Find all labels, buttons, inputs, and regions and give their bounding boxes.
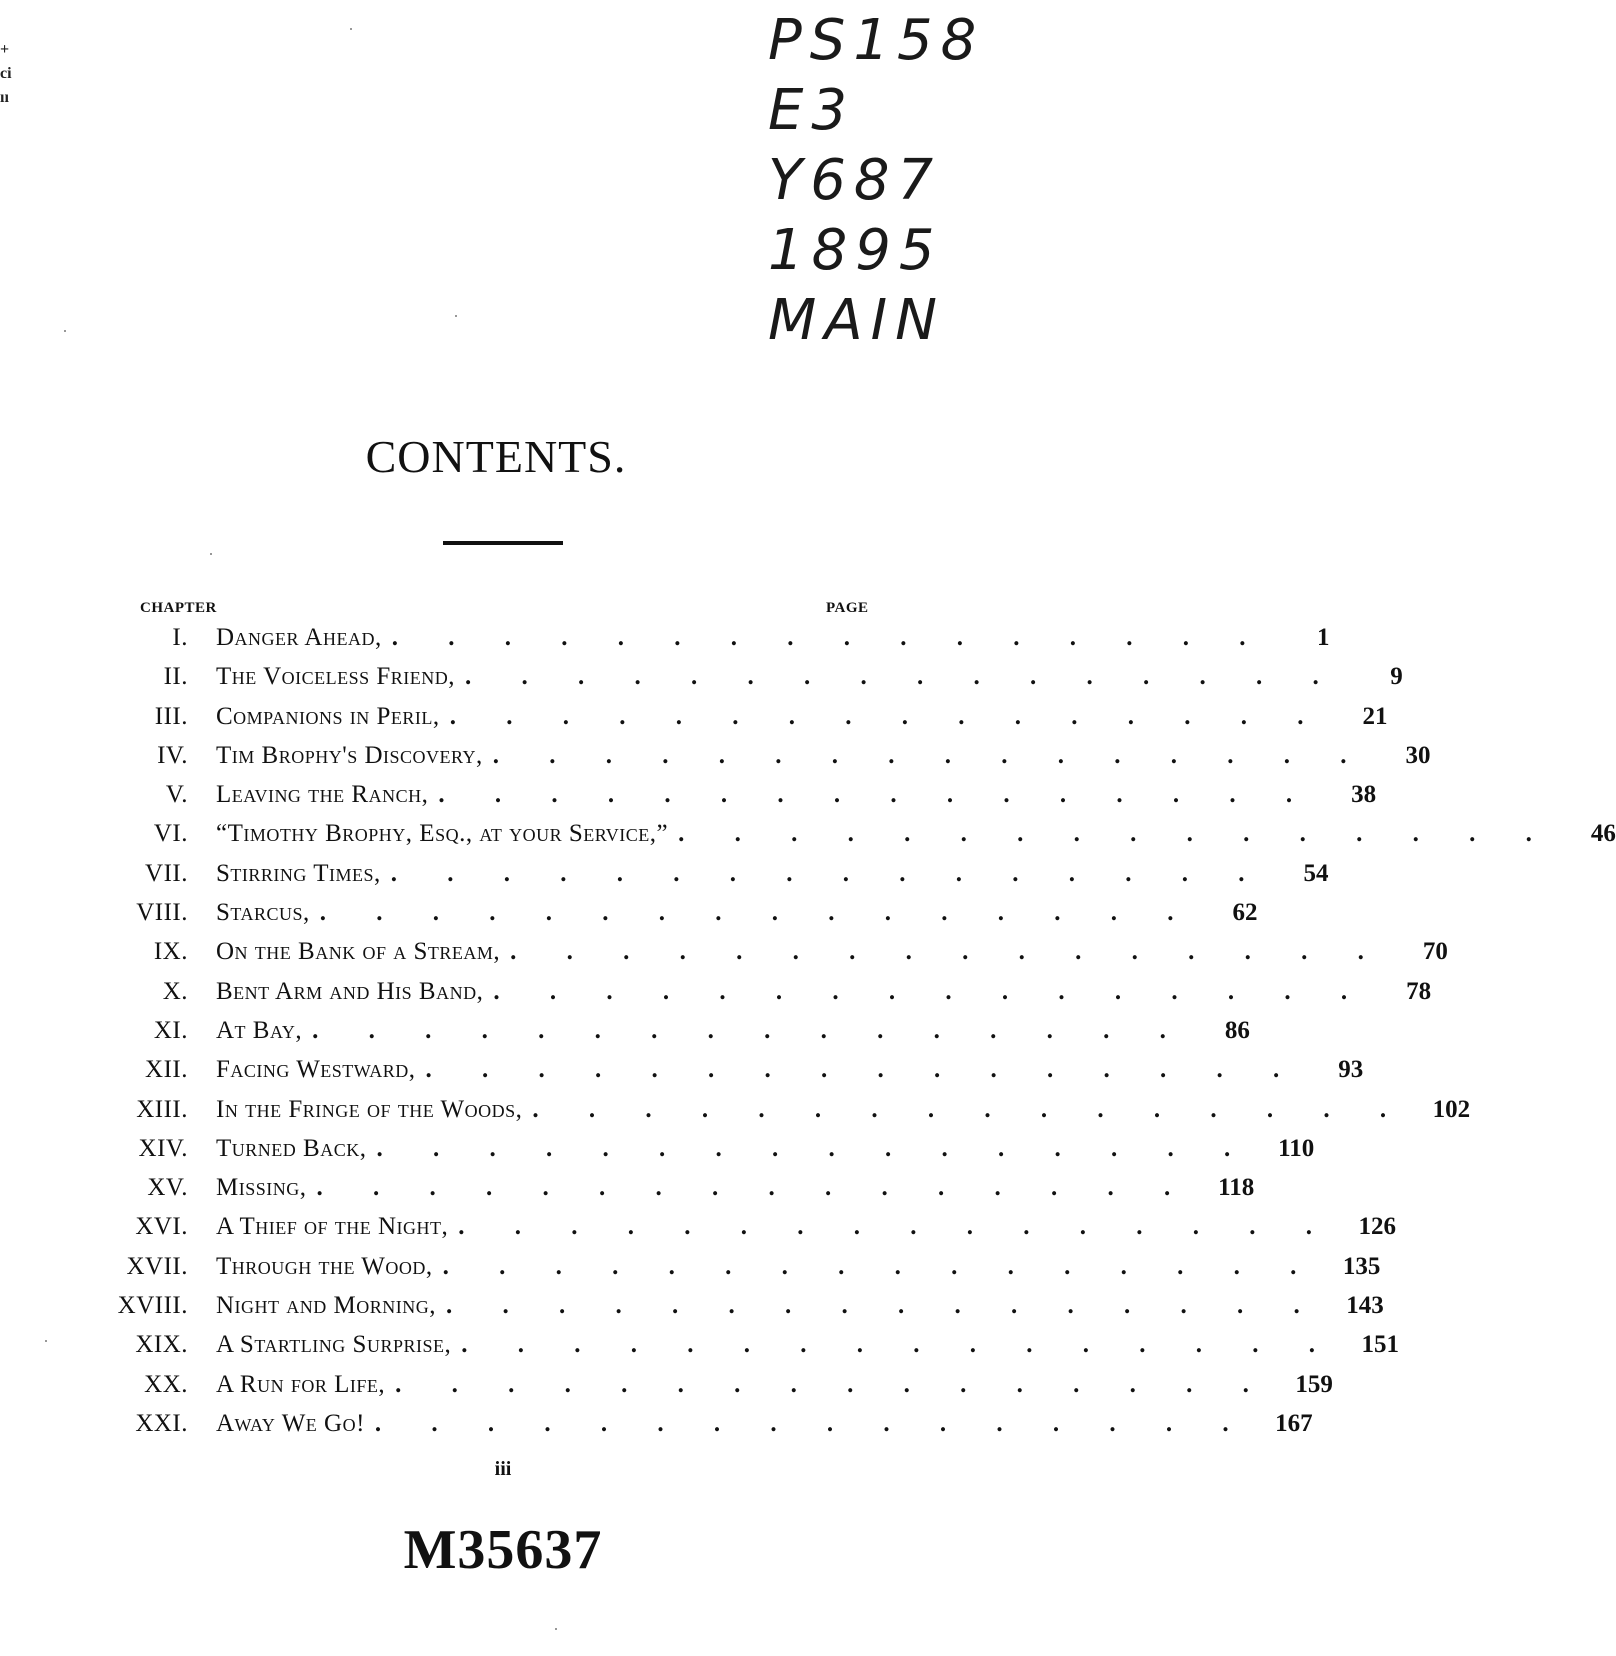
chapter-number: XI. [153,1016,188,1044]
toc-row [110,1331,1399,1370]
toc-row [110,1056,1364,1095]
chapter-page-number: 93 [1338,1056,1364,1084]
dot-leader: . . . . . . . . . . . . . . . . [461,1331,1337,1359]
chapter-number: VII. [145,859,188,887]
page-folio: iii [494,1458,512,1480]
toc-row [110,1409,1313,1449]
chapter-title: In the Fringe of the Woods, [216,1095,523,1123]
chapter-page-number: 46 [1590,820,1616,848]
chapter-title: “Timothy Brophy, Esq., at your Service,” [216,820,669,848]
chapter-number: XX. [144,1370,188,1398]
chapter-page-number: 9 [1390,663,1403,691]
toc-row [110,938,1448,977]
chapter-number: XIX. [135,1331,188,1359]
chapter-number: VI. [153,820,188,848]
chapter-number: I. [172,624,188,651]
toc-row [110,859,1329,899]
chapter-number: VIII. [136,899,188,927]
chapter-title: Tim Brophy's Discovery, [216,741,483,769]
chapter-title: The Voiceless Friend, [216,663,456,691]
toc-row [110,1016,1250,1056]
margin-marks [0,38,12,110]
chapter-page-number: 70 [1422,938,1448,966]
dot-leader: . . . . . . . . . . . . . . . . [493,977,1370,1005]
chapter-number: IX. [153,938,188,966]
chapter-number: XVII. [126,1252,188,1280]
chapter-number: IV. [157,741,188,769]
dot-leader: . . . . . . . . . . . . . . . . [391,624,1268,651]
toc-row [110,1370,1333,1410]
dot-leader: . . . . . . . . . . . . . . . . [492,741,1369,769]
toc-row [110,899,1258,938]
chapter-title: Through the Wood, [216,1252,433,1280]
handwritten-call-number [768,6,983,356]
chapter-title: Leaving the Ranch, [216,781,429,809]
toc-row [110,1213,1397,1252]
chapter-page-number: 143 [1346,1292,1384,1320]
chapter-page-number: 62 [1232,899,1258,927]
chapter-page-number: 78 [1406,977,1432,1005]
chapter-page-number: 167 [1275,1409,1313,1437]
table-of-contents [110,624,1616,1449]
chapter-number: XV. [147,1174,188,1202]
chapter-page-number: 102 [1432,1095,1471,1123]
chapter-number: X. [162,977,188,1005]
page-title: CONTENTS. [365,431,627,482]
chapter-number: XIII. [136,1095,188,1123]
title-rule [443,541,563,545]
dot-leader: . . . . . . . . . . . . . . . . [446,1292,1322,1320]
chapter-page-number: 30 [1405,741,1431,769]
dot-leader: . . . . . . . . . . . . . . . . [395,1370,1271,1398]
chapter-title: On the Bank of a Stream, [216,938,501,966]
toc-row [110,624,1330,663]
chapter-number: II. [163,663,188,691]
chapter-page-number: 118 [1218,1174,1255,1202]
chapter-page-number: 21 [1362,702,1388,730]
chapter-number: III. [154,702,188,730]
dot-leader: . . . . . . . . . . . . . . . . [390,859,1267,887]
paper-speck [455,315,457,317]
toc-row [110,1292,1384,1331]
page-column-header: PAGE [826,600,869,616]
paper-speck [45,1340,47,1342]
margin-mark: ıı [0,89,9,106]
toc-row [110,663,1403,702]
dot-leader: . . . . . . . . . . . . . . . . [376,1134,1253,1162]
toc-row [110,702,1388,742]
toc-row [110,1095,1471,1135]
paper-speck [350,28,352,30]
toc-row [110,1174,1255,1213]
chapter-number: V. [165,781,188,809]
chapter-number: XVI. [135,1213,188,1241]
dot-leader: . . . . . . . . . . . . . . . . [449,702,1326,730]
chapter-title: A Startling Surprise, [216,1331,452,1359]
chapter-page-number: 159 [1295,1370,1333,1398]
chapter-title: Missing, [216,1174,307,1202]
chapter-page-number: 126 [1358,1213,1397,1241]
dot-leader: . . . . . . . . . . . . . . . . [678,820,1554,848]
dot-leader: . . . . . . . . . . . . . . . . [510,938,1386,966]
chapter-column-header: CHAPTER [140,600,217,616]
dot-leader: . . . . . . . . . . . . . . . . [465,663,1341,691]
toc-row [110,820,1616,859]
call-number-line: PS158 [768,8,985,73]
paper-speck [210,553,212,555]
dot-leader: . . . . . . . . . . . . . . . . [374,1409,1251,1437]
chapter-title: Starcus, [216,899,310,927]
dot-leader: . . . . . . . . . . . . . . . . [319,899,1196,927]
dot-leader: . . . . . . . . . . . . . . . . [458,1213,1335,1241]
toc-row [110,977,1432,1017]
chapter-page-number: 151 [1361,1331,1399,1359]
margin-mark: ci [0,65,12,82]
chapter-title: At Bay, [216,1016,303,1044]
chapter-title: Facing Westward, [216,1056,416,1084]
dot-leader: . . . . . . . . . . . . . . . . [438,781,1315,809]
chapter-title: Companions in Peril, [216,702,440,730]
chapter-number: XII. [145,1056,188,1084]
toc-row [110,1134,1315,1174]
dot-leader: . . . . . . . . . . . . . . . . [312,1016,1188,1044]
chapter-number: XVIII. [117,1292,188,1320]
chapter-title: A Thief of the Night, [216,1213,449,1241]
dot-leader: . . . . . . . . . . . . . . . . [425,1056,1302,1084]
toc-row [110,1252,1381,1292]
chapter-title: Bent Arm and His Band, [216,977,484,1005]
chapter-page-number: 86 [1224,1016,1250,1044]
dot-leader: . . . . . . . . . . . . . . . . [316,1174,1193,1202]
toc-row [110,741,1431,781]
chapter-number: XXI. [135,1409,188,1437]
call-number-line: MAIN [768,288,946,353]
dot-leader: . . . . . . . . . . . . . . . . [442,1252,1319,1280]
chapter-title: A Run for Life, [216,1370,386,1398]
chapter-page-number: 135 [1342,1252,1381,1280]
chapter-page-number: 110 [1278,1134,1315,1162]
call-number-line: Y687 [768,148,942,213]
chapter-title: Turned Back, [216,1134,367,1162]
chapter-title: Night and Morning, [216,1292,437,1320]
library-stamp: M35637 [403,1519,603,1581]
margin-mark: + [0,41,10,58]
chapter-page-number: 1 [1316,624,1330,651]
paper-speck [555,1628,557,1630]
chapter-title: Stirring Times, [216,859,381,887]
paper-speck [64,330,66,332]
dot-leader: . . . . . . . . . . . . . . . . [532,1095,1409,1123]
chapter-title: Away We Go! [216,1409,365,1437]
chapter-page-number: 38 [1351,781,1377,809]
call-number-line: E3 [768,78,856,143]
chapter-page-number: 54 [1303,859,1329,887]
call-number-line: 1895 [768,218,943,283]
toc-row [110,781,1377,820]
chapter-number: XIV. [138,1134,188,1162]
chapter-title: Danger Ahead, [216,624,382,651]
